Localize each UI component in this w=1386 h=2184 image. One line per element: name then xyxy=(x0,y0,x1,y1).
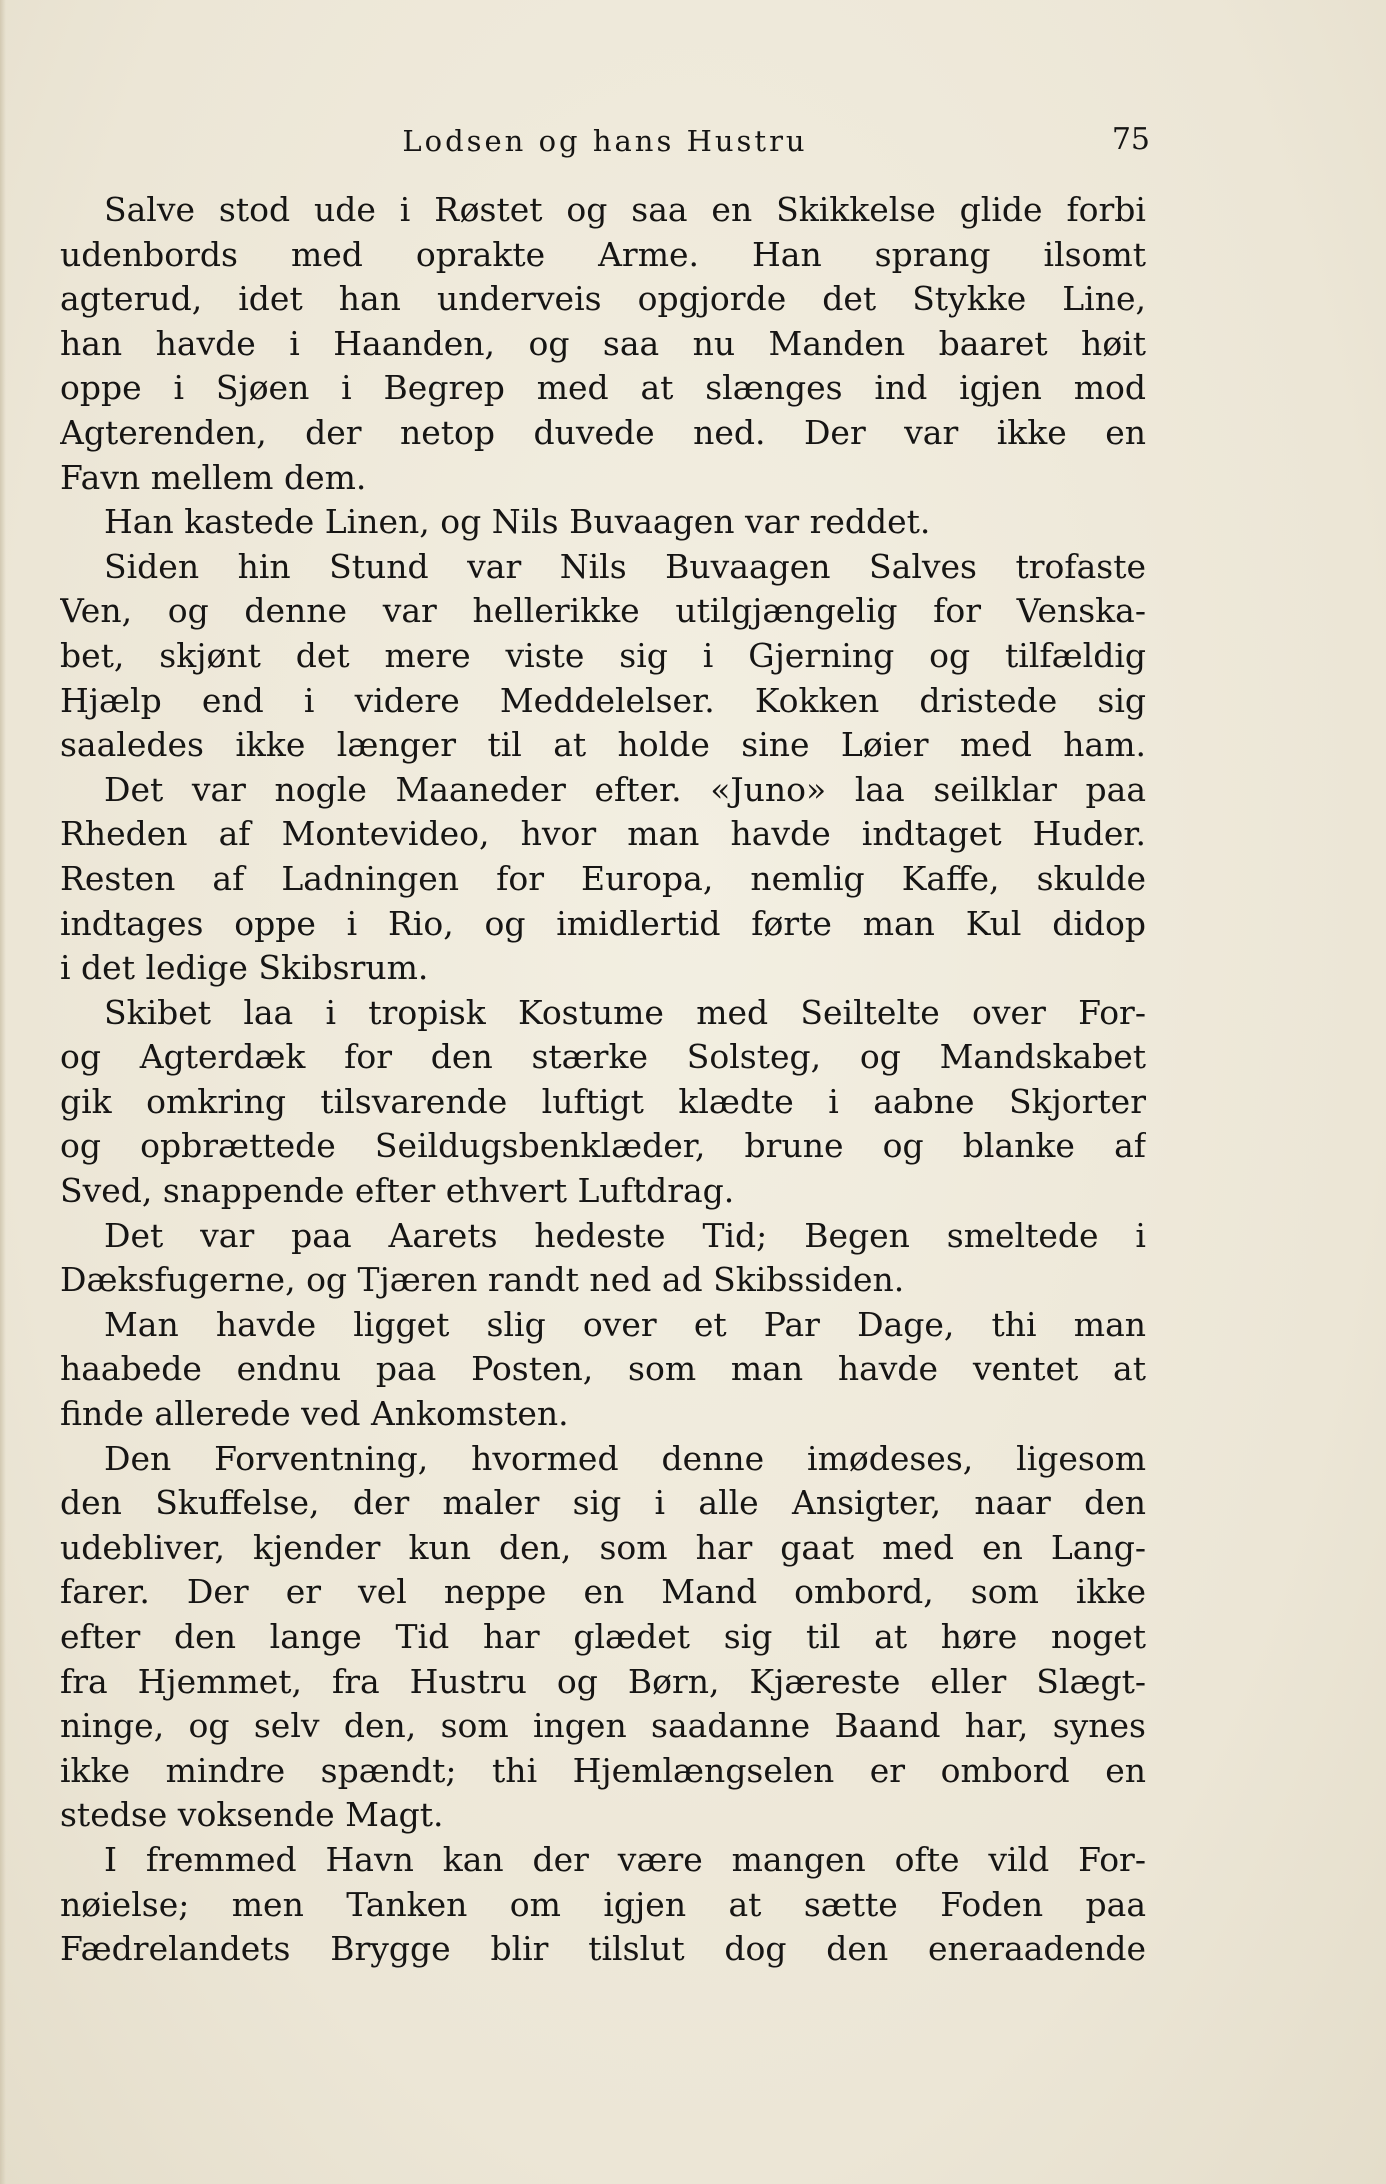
text-line: i det ledige Skibsrum. xyxy=(60,948,429,988)
text-line: stedse voksende Magt. xyxy=(60,1795,444,1835)
text-line: agterud, idet han underveis opgjorde det Stykke Line, xyxy=(60,279,1146,319)
text-line: Sved, snappende efter ethvert Luftdrag. xyxy=(60,1171,735,1211)
text-line: Det var nogle Maaneder efter. «Juno» laa seilklar paa xyxy=(104,769,1146,809)
text-line: Hjælp end i videre Meddelelser. Kokken dristede sig xyxy=(60,680,1146,720)
text-line: fra Hjemmet, fra Hustru og Børn, Kjæreste eller Slægt- xyxy=(60,1661,1146,1701)
text-line: og Agterdæk for den stærke Solsteg, og Mandskabet xyxy=(60,1037,1146,1077)
text-line: Skibet laa i tropisk Kostume med Seiltelte over For- xyxy=(104,992,1146,1032)
text-line: oppe i Sjøen i Begrep med at slænges ind igjen mod xyxy=(60,368,1146,408)
text-line: saaledes ikke længer til at holde sine Løier med ham. xyxy=(60,725,1146,765)
text-line: Fædrelandets Brygge blir tilslut dog den eneraadende xyxy=(60,1929,1146,1969)
text-line: ninge, og selv den, som ingen saadanne Baand har, synes xyxy=(60,1706,1146,1746)
text-line: Den Forventning, hvormed denne imødeses, ligesom xyxy=(104,1438,1146,1478)
text-line: ikke mindre spændt; thi Hjemlængselen er ombord en xyxy=(60,1750,1146,1790)
page-number: 75 xyxy=(1111,122,1150,157)
text-line: Han kastede Linen, og Nils Buvaagen var reddet. xyxy=(104,502,931,542)
text-line: Favn mellem dem. xyxy=(60,457,367,497)
running-title: Lodsen og hans Hustru xyxy=(402,124,808,158)
text-line: nøielse; men Tanken om igjen at sætte Foden paa xyxy=(60,1884,1146,1924)
page-edge-shadow xyxy=(0,0,6,2184)
text-line: bet, skjønt det mere viste sig i Gjerning og tilfældig xyxy=(60,635,1146,675)
text-line: Rheden af Montevideo, hvor man havde indtaget Huder. xyxy=(60,814,1146,854)
text-line: udebliver, kjender kun den, som har gaat med en Lang- xyxy=(60,1527,1146,1567)
text-line: efter den lange Tid har glædet sig til at høre noget xyxy=(60,1617,1146,1656)
text-line: Det var paa Aarets hedeste Tid; Begen smeltede i xyxy=(104,1215,1146,1255)
text-line: han havde i Haanden, og saa nu Manden baaret høit xyxy=(60,323,1146,363)
text-line: gik omkring tilsvarende luftigt klædte i aabne Skjorter xyxy=(60,1081,1146,1121)
text-line: udenbords med oprakte Arme. Han sprang ilsomt xyxy=(60,234,1146,274)
text-line: I fremmed Havn kan der være mangen ofte vild For- xyxy=(104,1839,1146,1879)
text-line: haabede endnu paa Posten, som man havde ventet at xyxy=(60,1349,1146,1389)
text-line: Salve stod ude i Røstet og saa en Skikkelse glide forbi xyxy=(104,190,1146,229)
text-line: Man havde ligget slig over et Par Dage, thi man xyxy=(104,1304,1146,1344)
text-line: Dæksfugerne, og Tjæren randt ned ad Skibssiden. xyxy=(60,1260,905,1300)
text-line: indtages oppe i Rio, og imidlertid førte man Kul didop xyxy=(60,903,1146,943)
text-line: Ven, og denne var hellerikke utilgjængelig for Venska- xyxy=(60,591,1146,631)
running-head xyxy=(60,118,1150,168)
body-text xyxy=(60,188,1146,1972)
text-line: finde allerede ved Ankomsten. xyxy=(60,1394,569,1434)
text-line: den Skuffelse, der maler sig i alle Ansigter, naar den xyxy=(60,1483,1146,1523)
text-line: Agterenden, der netop duvede ned. Der var ikke en xyxy=(60,412,1146,452)
text-line: farer. Der er vel neppe en Mand ombord, som ikke xyxy=(60,1572,1146,1612)
text-line: og opbrættede Seildugsbenklæder, brune og blanke af xyxy=(60,1126,1146,1166)
text-line: Resten af Ladningen for Europa, nemlig Kaffe, skulde xyxy=(60,858,1146,898)
text-line: Siden hin Stund var Nils Buvaagen Salves trofaste xyxy=(104,546,1146,586)
